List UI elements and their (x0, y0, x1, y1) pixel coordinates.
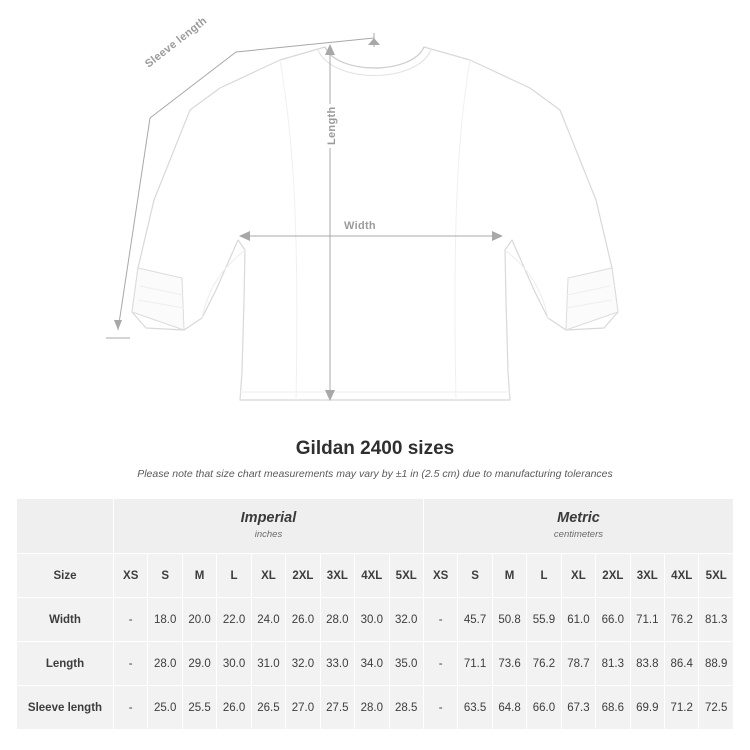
cell-length-metric-3xl: 83.8 (630, 642, 664, 686)
sleeve-length-label: Sleeve length (140, 12, 212, 73)
cell-sleeve-metric-m: 64.8 (492, 686, 526, 730)
cell-sleeve-imperial-l: 26.0 (217, 686, 251, 730)
metric-name: Metric (557, 510, 600, 527)
row-label-length: Length (17, 642, 114, 686)
size-header-imperial-xs: XS (114, 554, 148, 598)
imperial-sub: inches (254, 528, 283, 540)
cell-length-metric-4xl: 86.4 (665, 642, 699, 686)
cell-sleeve-imperial-5xl: 28.5 (389, 686, 423, 730)
page-title: Gildan 2400 sizes (295, 438, 455, 459)
size-header-metric-l: L (527, 554, 561, 598)
size-header-imperial-xl: XL (251, 554, 285, 598)
cell-length-imperial-s: 28.0 (148, 642, 182, 686)
length-label: Length (325, 104, 339, 148)
cell-width-imperial-xs: - (114, 598, 148, 642)
cell-width-imperial-m: 20.0 (182, 598, 216, 642)
tolerance-note: Please note that size chart measurements may vary by ±1 in (2.5 cm) due to manufacturing tolerances (137, 468, 613, 480)
unit-header-spacer (17, 499, 114, 554)
cell-sleeve-imperial-4xl: 28.0 (355, 686, 389, 730)
cell-width-metric-xl: 61.0 (561, 598, 595, 642)
cell-length-metric-l: 76.2 (527, 642, 561, 686)
cell-sleeve-metric-xs: - (423, 686, 457, 730)
size-header-imperial-3xl: 3XL (320, 554, 354, 598)
cell-sleeve-metric-4xl: 71.2 (665, 686, 699, 730)
size-header-imperial-l: L (217, 554, 251, 598)
cell-length-imperial-l: 30.0 (217, 642, 251, 686)
size-header-metric-xs: XS (423, 554, 457, 598)
cell-sleeve-imperial-xl: 26.5 (251, 686, 285, 730)
size-header-imperial-5xl: 5XL (389, 554, 423, 598)
cell-width-metric-2xl: 66.0 (596, 598, 630, 642)
cell-sleeve-imperial-xs: - (114, 686, 148, 730)
cell-length-metric-m: 73.6 (492, 642, 526, 686)
imperial-name: Imperial (240, 510, 297, 527)
cell-width-imperial-2xl: 26.0 (286, 598, 320, 642)
width-label: Width (341, 219, 379, 233)
cell-width-metric-m: 50.8 (492, 598, 526, 642)
cell-sleeve-imperial-2xl: 27.0 (286, 686, 320, 730)
cell-sleeve-metric-3xl: 69.9 (630, 686, 664, 730)
size-header-metric-m: M (492, 554, 526, 598)
metric-sub: centimeters (553, 528, 604, 540)
table-row (17, 642, 734, 686)
size-header-row (17, 554, 734, 598)
size-header-metric-xl: XL (561, 554, 595, 598)
table-row (17, 686, 734, 730)
cell-length-imperial-m: 29.0 (182, 642, 216, 686)
cell-sleeve-metric-s: 63.5 (458, 686, 492, 730)
size-header-imperial-s: S (148, 554, 182, 598)
cell-length-imperial-3xl: 33.0 (320, 642, 354, 686)
row-label-width: Width (17, 598, 114, 642)
cell-sleeve-metric-5xl: 72.5 (699, 686, 734, 730)
cell-sleeve-metric-2xl: 68.6 (596, 686, 630, 730)
size-header-metric-4xl: 4XL (665, 554, 699, 598)
cell-length-imperial-4xl: 34.0 (355, 642, 389, 686)
cell-length-metric-s: 71.1 (458, 642, 492, 686)
size-header-imperial-2xl: 2XL (286, 554, 320, 598)
cell-length-imperial-5xl: 35.0 (389, 642, 423, 686)
unit-header-row (17, 499, 734, 554)
size-header-label: Size (17, 554, 114, 598)
row-label-sleeve-length: Sleeve length (17, 686, 114, 730)
size-table-wrap (0, 498, 750, 730)
cell-length-metric-xl: 78.7 (561, 642, 595, 686)
cell-width-imperial-s: 18.0 (148, 598, 182, 642)
cell-width-imperial-3xl: 28.0 (320, 598, 354, 642)
cell-sleeve-metric-xl: 67.3 (561, 686, 595, 730)
cell-length-metric-5xl: 88.9 (699, 642, 734, 686)
table-row (17, 598, 734, 642)
cell-width-imperial-4xl: 30.0 (355, 598, 389, 642)
cell-sleeve-metric-l: 66.0 (527, 686, 561, 730)
cell-length-metric-xs: - (423, 642, 457, 686)
cell-width-metric-l: 55.9 (527, 598, 561, 642)
cell-width-imperial-xl: 24.0 (251, 598, 285, 642)
cell-length-imperial-2xl: 32.0 (286, 642, 320, 686)
size-header-imperial-4xl: 4XL (355, 554, 389, 598)
unit-header-imperial (114, 499, 424, 554)
size-header-metric-3xl: 3XL (630, 554, 664, 598)
cell-length-imperial-xl: 31.0 (251, 642, 285, 686)
cell-width-metric-4xl: 76.2 (665, 598, 699, 642)
size-header-imperial-m: M (182, 554, 216, 598)
cell-width-imperial-l: 22.0 (217, 598, 251, 642)
title-block (0, 438, 750, 480)
cell-width-metric-xs: - (423, 598, 457, 642)
cell-width-metric-5xl: 81.3 (699, 598, 734, 642)
cell-length-imperial-xs: - (114, 642, 148, 686)
cell-length-metric-2xl: 81.3 (596, 642, 630, 686)
cell-sleeve-imperial-3xl: 27.5 (320, 686, 354, 730)
cell-sleeve-imperial-m: 25.5 (182, 686, 216, 730)
size-table (16, 498, 734, 730)
cell-width-metric-s: 45.7 (458, 598, 492, 642)
cell-width-imperial-5xl: 32.0 (389, 598, 423, 642)
size-header-metric-5xl: 5XL (699, 554, 734, 598)
size-header-metric-2xl: 2XL (596, 554, 630, 598)
cell-width-metric-3xl: 71.1 (630, 598, 664, 642)
cell-sleeve-imperial-s: 25.0 (148, 686, 182, 730)
unit-header-metric (423, 499, 733, 554)
size-header-metric-s: S (458, 554, 492, 598)
